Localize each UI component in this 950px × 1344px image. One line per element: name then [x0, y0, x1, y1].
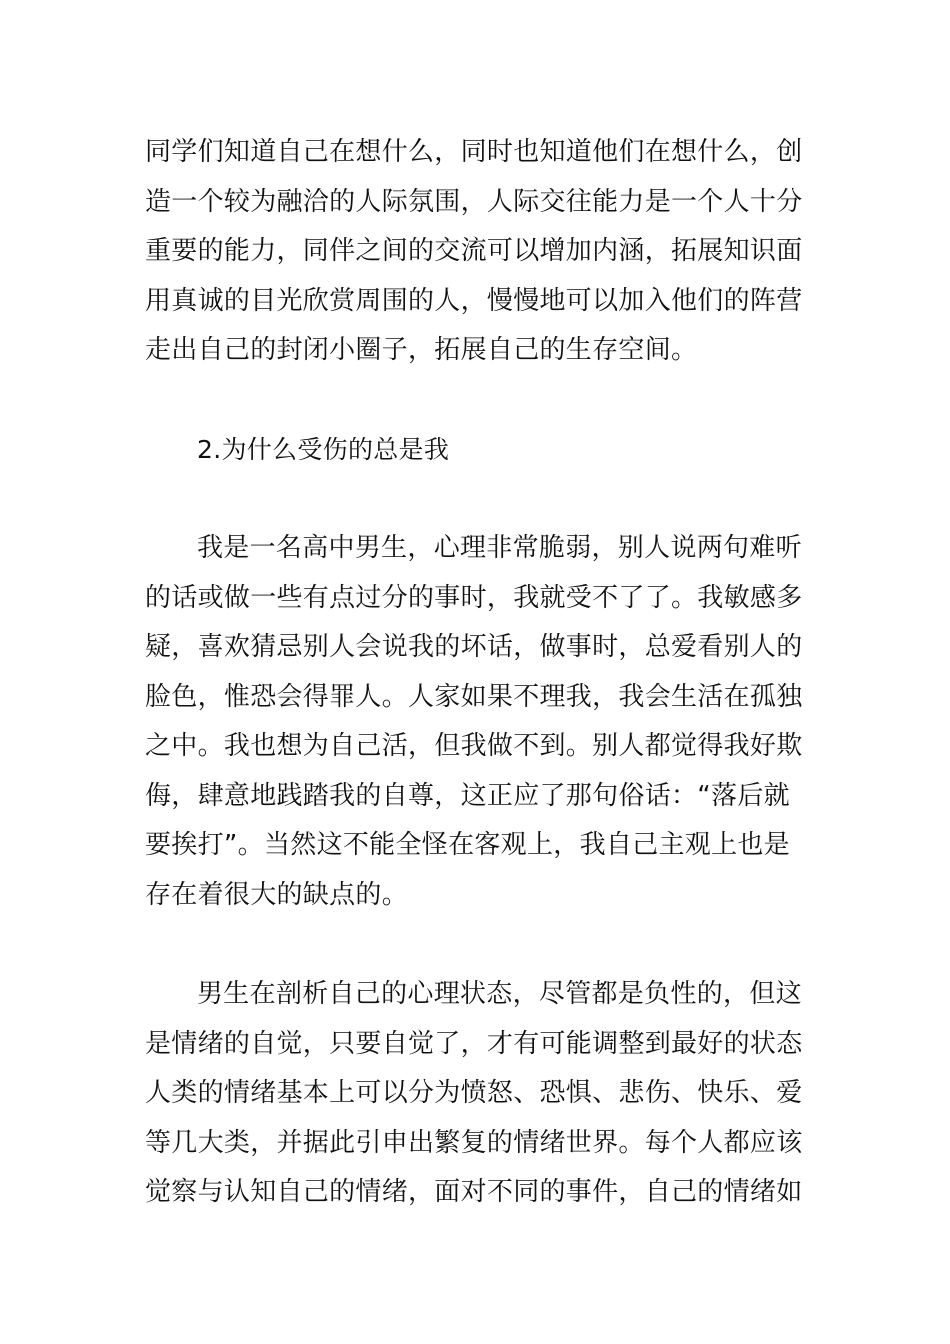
text-line: 觉察与认知自己的情绪，面对不同的事件，自己的情绪如	[145, 1177, 803, 1207]
text-line: 人类的情绪基本上可以分为愤怒、恐惧、悲伤、快乐、爱	[145, 1078, 803, 1108]
text-line: 同学们知道自己在想什么，同时也知道他们在想什么，创	[145, 137, 803, 167]
text-line: 侮，肆意地践踏我的自尊，这正应了那句俗话：“落后就	[145, 780, 790, 811]
text-line: 脸色，惟恐会得罪人。人家如果不理我，我会生活在孤独	[145, 681, 803, 712]
paragraph-social-skills	[145, 128, 810, 376]
text-line: 造一个较为融洽的人际氛围，人际交往能力是一个人十分	[145, 186, 803, 217]
text-line: 的话或做一些有点过分的事时，我就受不了了。我敏感多	[145, 582, 803, 613]
section-heading	[145, 425, 810, 475]
text-line: 男生在剖析自己的心理状态，尽管都是负性的，但这	[197, 979, 802, 1009]
text-line: 走出自己的封闭小圈子，拓展自己的生存空间。	[145, 335, 698, 365]
paragraph-student-story	[145, 524, 810, 920]
text-line: 重要的能力，同伴之间的交流可以增加内涵，拓展知识面	[145, 236, 803, 266]
heading-text: 2.为什么受伤的总是我	[197, 435, 450, 464]
text-line: 之中。我也想为自己活，但我做不到。别人都觉得我好欺	[145, 731, 803, 761]
text-line: 等几大类，并据此引申出繁复的情绪世界。每个人都应该	[145, 1127, 803, 1158]
text-line: 是情绪的自觉，只要自觉了，才有可能调整到最好的状态	[145, 1028, 803, 1059]
text-line: 要挨打”。当然这不能全怪在客观上，我自己主观上也是	[145, 830, 790, 860]
text-line: 存在着很大的缺点的。	[145, 879, 409, 910]
text-line: 用真诚的目光欣赏周围的人，慢慢地可以加入他们的阵营	[145, 285, 803, 316]
text-line: 疑，喜欢猜忌别人会说我的坏话，做事时，总爱看别人的	[145, 632, 803, 662]
paragraph-emotion-analysis	[145, 970, 810, 1218]
text-line: 我是一名高中男生，心理非常脆弱，别人说两句难听	[197, 533, 802, 563]
